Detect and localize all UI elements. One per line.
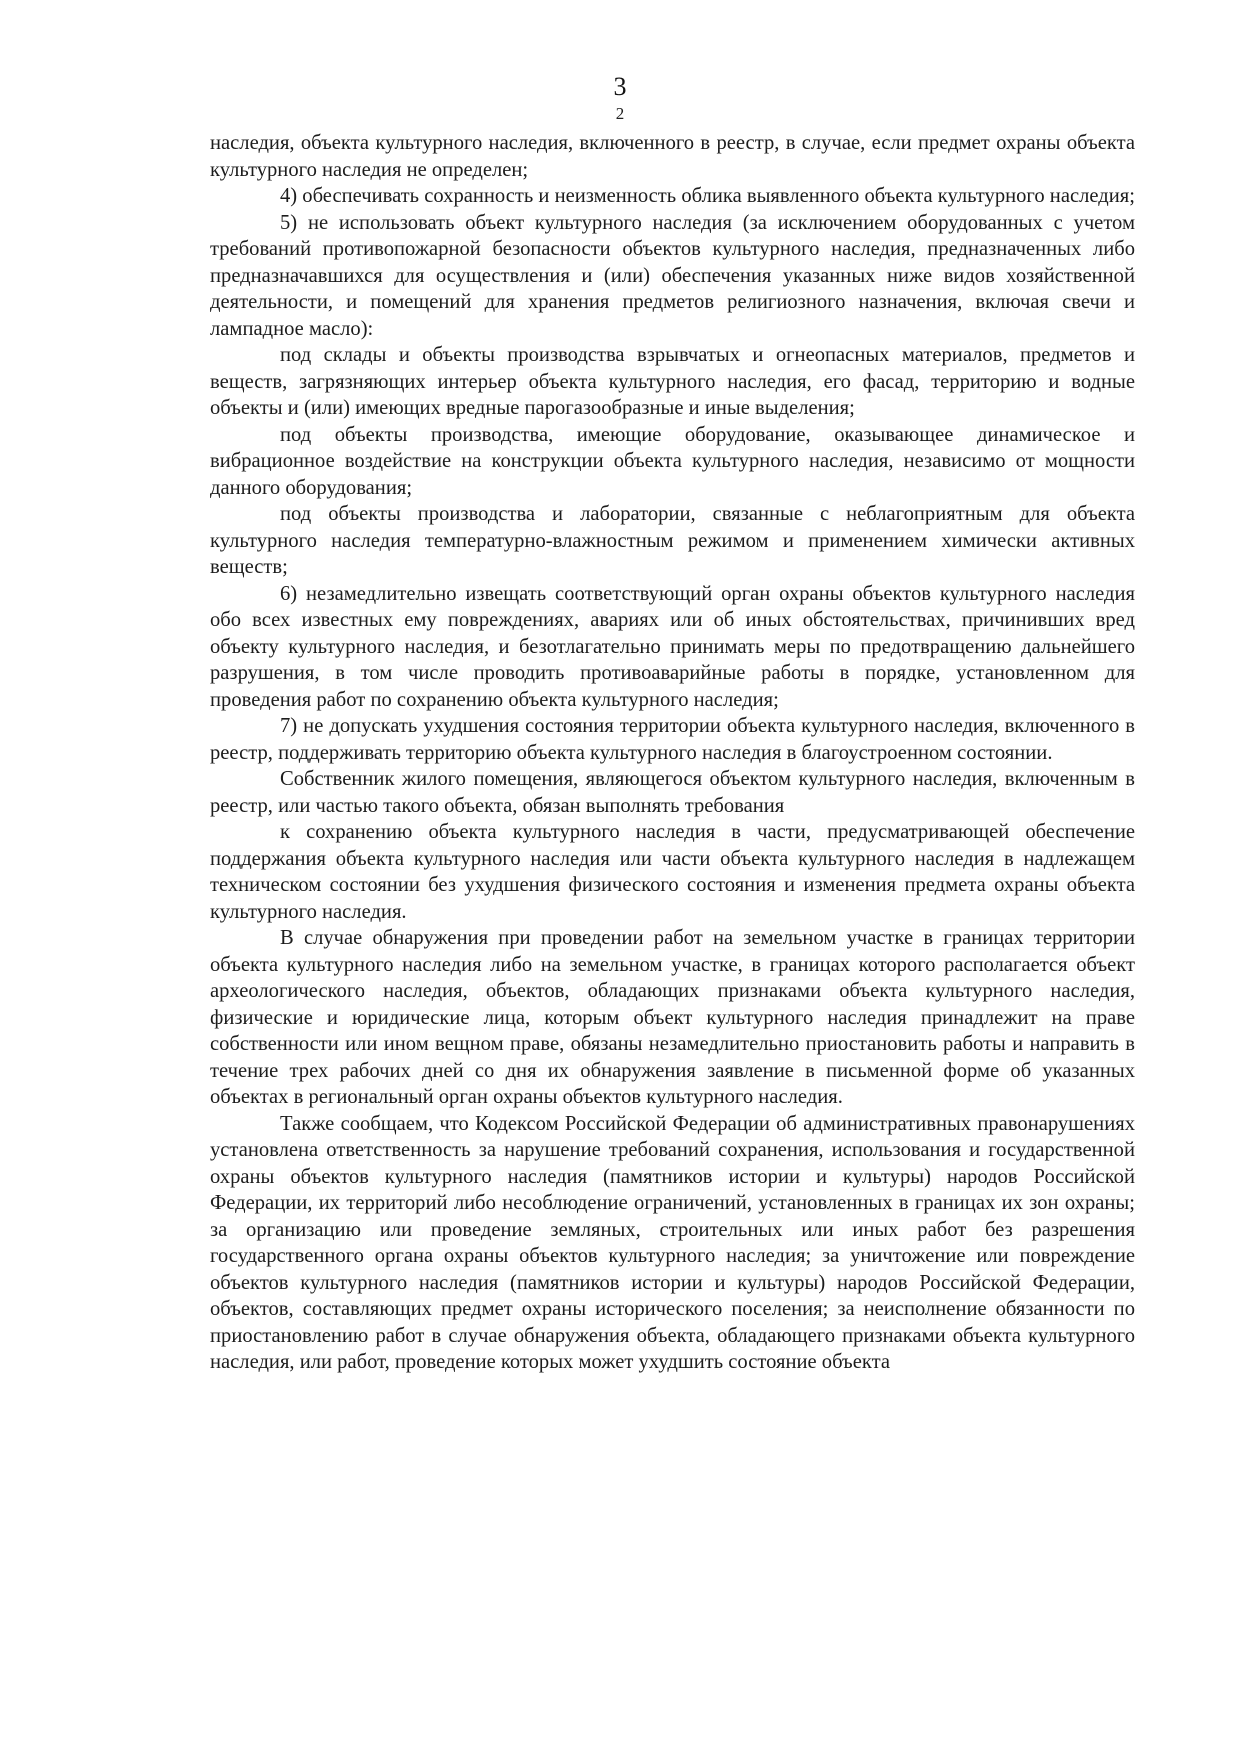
paragraph-administrative-liability: Также сообщаем, что Кодексом Российской Федерации об административных правонарушениях установлена ответственность за нарушение требований сохранения, использования и государственной охраны объектов культурного наследия (памятников истории и культуры) народов Российской Федерации, их территорий либо несоблюдение ограничений, установленных в границах их зон охраны; за организацию или проведение земляных, строительных или иных работ без разрешения государственного органа охраны объектов культурного наследия; за уничтожение или повреждение объектов культурного наследия (памятников истории и культуры) народов Российской Федерации, объектов, составляющих предмет охраны исторического поселения; за неисполнение обязанности по приостановлению работ в случае обнаружения объекта, обладающего признаками объекта культурного наследия, или работ, проведение которых может ухудшить состояние объекта xyxy=(210,1112,1135,1373)
paragraph-item-6: 6) незамедлительно извещать соответствующий орган охраны объектов культурного наследия обо всех известных ему повреждениях, авариях или об иных обстоятельствах, причинивших вред объекту культурного наследия, и безотлагательно принимать меры по предотвращению дальнейшего разрушения, в том числе проводить противоаварийные работы в порядке, установленном для проведения работ по сохранению объекта культурного наследия; xyxy=(210,582,1135,711)
paragraph-warehouses: под склады и объекты производства взрывчатых и огнеопасных материалов, предметов и веществ, загрязняющих интерьер объекта культурного наследия, его фасад, территорию и водные объекты и (или) имеющих вредные парогазообразные и иные выделения; xyxy=(210,344,1135,419)
document-body xyxy=(210,130,1135,1376)
paragraph-owner-obligation-continued: к сохранению объекта культурного наследия в части, предусматривающей обеспечение поддержания объекта культурного наследия или части объекта культурного наследия в надлежащем техническом состоянии без ухудшения физического состояния и изменения предмета охраны объекта культурного наследия. xyxy=(210,821,1135,923)
paragraph-item-7: 7) не допускать ухудшения состояния территории объекта культурного наследия, включенного в реестр, поддерживать территорию объекта культурного наследия в благоустроенном состоянии. xyxy=(210,715,1135,764)
faded-page-number: 2 xyxy=(615,104,625,123)
paragraph-production-equipment: под объекты производства, имеющие оборудование, оказывающее динамическое и вибрационное воздействие на конструкции объекта культурного наследия, независимо от мощности данного оборудования; xyxy=(210,423,1135,499)
paragraph-continuation: наследия, объекта культурного наследия, включенного в реестр, в случае, если предмет охраны объекта культурного наследия не определен; xyxy=(210,132,1135,181)
paragraph-item-4: 4) обеспечивать сохранность и неизменность облика выявленного объекта культурного наследия; xyxy=(280,185,1135,207)
paragraph-laboratories: под объекты производства и лаборатории, связанные с неблагоприятным для объекта культурного наследия температурно-влажностным режимом и применением химически активных веществ; xyxy=(210,503,1135,578)
paragraph-item-5: 5) не использовать объект культурного наследия (за исключением оборудованных с учетом требований противопожарной безопасности объектов культурного наследия, предназначенных либо предназначавшихся для осуществления и (или) обеспечения указанных ниже видов хозяйственной деятельности, и помещений для хранения предметов религиозного назначения, включая свечи и лампадное масло): xyxy=(210,211,1135,340)
paragraph-discovery-procedure: В случае обнаружения при проведении работ на земельном участке в границах территории объекта культурного наследия либо на земельном участке, в границах которого располагается объект археологического наследия, объектов, обладающих признаками объекта культурного наследия, физические и юридические лица, которым объект культурного наследия принадлежит на праве собственности или ином вещном праве, обязаны незамедлительно приостановить работы и направить в течение трех рабочих дней со дня их обнаружения заявление в письменной форме об указанных объектах в региональный орган охраны объектов культурного наследия. xyxy=(210,927,1135,1108)
paragraph-owner-obligation: Собственник жилого помещения, являющегося объектом культурного наследия, включенным в реестр, или частью такого объекта, обязан выполнять требования xyxy=(210,768,1135,817)
page-number: 3 xyxy=(613,72,627,101)
